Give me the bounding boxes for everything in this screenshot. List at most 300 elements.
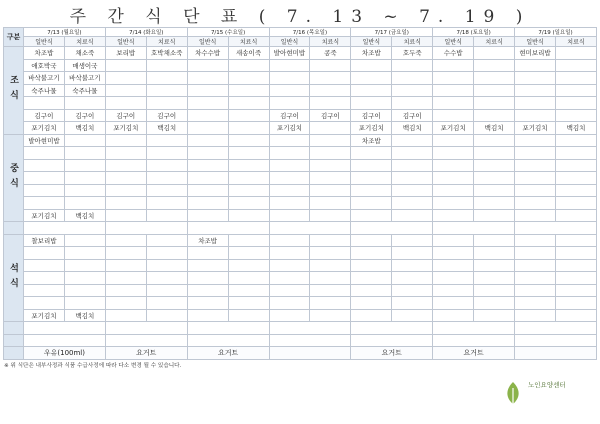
snack-row	[4, 322, 597, 335]
menu-cell	[187, 109, 228, 122]
menu-cell	[105, 247, 146, 260]
menu-cell	[146, 172, 187, 185]
menu-cell	[474, 209, 515, 222]
menu-cell	[146, 84, 187, 97]
menu-cell	[146, 72, 187, 85]
snack-cell	[351, 222, 433, 235]
menu-cell	[146, 309, 187, 322]
menu-cell	[555, 47, 596, 60]
menu-cell	[187, 159, 228, 172]
menu-cell	[555, 172, 596, 185]
menu-cell	[228, 259, 269, 272]
menu-cell	[392, 197, 433, 210]
diet-type-header: 치료식	[146, 37, 187, 47]
snack-cell	[515, 347, 597, 360]
category-header: 구분	[4, 28, 24, 47]
menu-row	[4, 159, 597, 172]
menu-cell	[269, 259, 310, 272]
menu-cell	[392, 159, 433, 172]
menu-cell	[515, 159, 556, 172]
day-header-row	[4, 28, 597, 37]
menu-cell	[555, 109, 596, 122]
menu-cell	[392, 72, 433, 85]
menu-cell	[24, 272, 65, 285]
menu-cell	[146, 97, 187, 110]
menu-cell	[187, 184, 228, 197]
menu-cell	[64, 284, 105, 297]
diet-type-header: 일반식	[433, 37, 474, 47]
menu-row	[4, 172, 597, 185]
menu-cell: 현미보리밥	[515, 47, 556, 60]
menu-cell	[515, 59, 556, 72]
menu-cell	[474, 259, 515, 272]
snack-cell	[269, 334, 351, 347]
menu-cell	[228, 284, 269, 297]
menu-cell	[433, 197, 474, 210]
menu-cell	[228, 272, 269, 285]
menu-cell	[433, 209, 474, 222]
menu-cell	[187, 172, 228, 185]
menu-cell	[187, 297, 228, 310]
menu-cell	[64, 247, 105, 260]
logo-text	[528, 381, 566, 389]
menu-cell	[146, 247, 187, 260]
menu-cell	[515, 197, 556, 210]
menu-cell: 김구이	[146, 109, 187, 122]
menu-cell	[515, 84, 556, 97]
menu-row	[4, 59, 597, 72]
menu-cell	[146, 234, 187, 247]
snack-cell	[187, 222, 269, 235]
menu-row	[4, 247, 597, 260]
center-logo	[498, 376, 596, 410]
menu-cell: 김구이	[24, 109, 65, 122]
menu-cell	[392, 284, 433, 297]
menu-cell: 차조밥	[351, 47, 392, 60]
menu-cell	[187, 134, 228, 147]
menu-cell	[555, 284, 596, 297]
day-header: 7/16 (목요일)	[269, 28, 351, 37]
menu-cell	[187, 284, 228, 297]
menu-cell: 포기김치	[433, 122, 474, 135]
menu-cell	[433, 284, 474, 297]
menu-row	[4, 234, 597, 247]
note-line: ※ 위 식단은 내부사정과 식품 수급사정에 따라 다소 변경 될 수 있습니다.	[4, 363, 182, 369]
menu-cell	[555, 134, 596, 147]
menu-cell	[474, 109, 515, 122]
menu-row	[4, 197, 597, 210]
menu-cell	[515, 97, 556, 110]
menu-cell	[269, 297, 310, 310]
menu-cell	[433, 247, 474, 260]
menu-row	[4, 284, 597, 297]
snack-cell	[187, 322, 269, 335]
menu-cell	[351, 84, 392, 97]
menu-cell: 새송이죽	[228, 47, 269, 60]
menu-cell	[351, 209, 392, 222]
snack-cell	[433, 322, 515, 335]
snack-row	[4, 222, 597, 235]
menu-cell	[24, 284, 65, 297]
menu-cell	[310, 297, 351, 310]
menu-cell: 포기김치	[24, 209, 65, 222]
menu-cell	[269, 247, 310, 260]
diet-type-header: 일반식	[351, 37, 392, 47]
menu-cell: 차조밥	[187, 234, 228, 247]
menu-cell	[351, 309, 392, 322]
menu-cell	[105, 297, 146, 310]
menu-cell	[392, 147, 433, 160]
day-header: 7/17 (금요일)	[351, 28, 433, 37]
snack-cell	[187, 334, 269, 347]
menu-cell	[433, 134, 474, 147]
menu-cell	[105, 134, 146, 147]
diet-type-header: 치료식	[228, 37, 269, 47]
menu-cell: 포기김치	[24, 309, 65, 322]
menu-cell	[146, 272, 187, 285]
menu-cell	[555, 309, 596, 322]
menu-cell	[310, 84, 351, 97]
menu-cell	[555, 147, 596, 160]
menu-cell	[433, 234, 474, 247]
menu-cell	[310, 72, 351, 85]
menu-cell	[228, 134, 269, 147]
menu-cell	[310, 234, 351, 247]
menu-cell	[351, 234, 392, 247]
menu-cell	[392, 297, 433, 310]
menu-cell	[515, 184, 556, 197]
snack-cell	[269, 322, 351, 335]
menu-cell	[515, 259, 556, 272]
menu-cell	[351, 159, 392, 172]
menu-cell	[555, 72, 596, 85]
menu-cell	[310, 184, 351, 197]
menu-cell	[146, 259, 187, 272]
menu-cell	[433, 147, 474, 160]
menu-cell	[228, 184, 269, 197]
menu-cell	[269, 72, 310, 85]
page-title: 주 간 식 단 표 ( 7. 13 ~ 7. 19 )	[69, 7, 531, 27]
menu-cell	[228, 59, 269, 72]
menu-cell	[474, 309, 515, 322]
menu-cell	[515, 147, 556, 160]
menu-cell	[64, 159, 105, 172]
menu-cell	[269, 197, 310, 210]
menu-cell	[228, 297, 269, 310]
menu-cell	[269, 309, 310, 322]
snack-cell	[105, 222, 187, 235]
menu-cell	[146, 59, 187, 72]
menu-cell	[146, 209, 187, 222]
snack-cell: 요거트	[105, 347, 187, 360]
menu-cell	[474, 284, 515, 297]
snack-cell	[515, 322, 597, 335]
menu-cell	[187, 59, 228, 72]
menu-cell	[24, 259, 65, 272]
leaf-icon	[502, 380, 524, 406]
menu-cell	[269, 97, 310, 110]
menu-cell	[474, 272, 515, 285]
menu-cell: 채소죽	[64, 47, 105, 60]
menu-cell: 차조밥	[24, 47, 65, 60]
notes-block	[4, 362, 494, 370]
menu-cell	[187, 97, 228, 110]
menu-cell	[310, 97, 351, 110]
snack-cell	[351, 334, 433, 347]
menu-cell	[555, 272, 596, 285]
menu-row	[4, 272, 597, 285]
snack-cell: 요거트	[351, 347, 433, 360]
menu-cell	[228, 209, 269, 222]
snack-row	[4, 347, 597, 360]
menu-cell	[310, 209, 351, 222]
menu-cell: 매생이국	[64, 59, 105, 72]
logo-name: 노인요양센터	[528, 381, 566, 389]
menu-cell: 콩죽	[310, 47, 351, 60]
diet-type-row	[4, 37, 597, 47]
menu-cell	[555, 159, 596, 172]
menu-cell	[555, 209, 596, 222]
menu-cell	[351, 247, 392, 260]
menu-cell	[474, 84, 515, 97]
menu-cell	[228, 247, 269, 260]
menu-cell	[351, 272, 392, 285]
menu-cell: 백김치	[392, 122, 433, 135]
menu-cell	[310, 197, 351, 210]
snack-cell	[24, 222, 106, 235]
meal-section-label: 석식	[4, 234, 24, 322]
menu-cell	[105, 234, 146, 247]
menu-cell	[310, 259, 351, 272]
menu-cell	[24, 197, 65, 210]
menu-cell	[228, 97, 269, 110]
snack-cell	[433, 222, 515, 235]
menu-cell	[351, 259, 392, 272]
day-header: 7/15 (수요일)	[187, 28, 269, 37]
menu-cell	[64, 197, 105, 210]
menu-cell	[146, 159, 187, 172]
menu-cell	[392, 59, 433, 72]
menu-cell	[515, 297, 556, 310]
menu-cell	[269, 184, 310, 197]
menu-body	[4, 47, 597, 360]
menu-cell	[187, 147, 228, 160]
day-header: 7/14 (화요일)	[105, 28, 187, 37]
menu-cell	[515, 309, 556, 322]
menu-cell: 백김치	[64, 209, 105, 222]
menu-cell	[474, 147, 515, 160]
menu-cell	[555, 84, 596, 97]
menu-cell	[64, 272, 105, 285]
menu-cell	[351, 172, 392, 185]
menu-cell	[105, 84, 146, 97]
menu-cell	[269, 59, 310, 72]
menu-cell	[228, 197, 269, 210]
menu-cell	[146, 197, 187, 210]
menu-cell: 백김치	[64, 309, 105, 322]
menu-cell	[474, 134, 515, 147]
menu-cell	[310, 134, 351, 147]
menu-cell	[24, 159, 65, 172]
menu-cell	[187, 309, 228, 322]
menu-cell	[310, 272, 351, 285]
menu-cell	[474, 297, 515, 310]
menu-cell	[64, 97, 105, 110]
meal-section-label: 조식	[4, 47, 24, 135]
menu-cell	[555, 59, 596, 72]
menu-cell	[433, 59, 474, 72]
snack-cell: 우유(100ml)	[24, 347, 106, 360]
menu-row	[4, 72, 597, 85]
menu-cell	[515, 72, 556, 85]
menu-cell	[105, 172, 146, 185]
menu-cell	[474, 72, 515, 85]
menu-cell: 숙주나물	[64, 84, 105, 97]
menu-cell	[515, 234, 556, 247]
menu-cell	[433, 184, 474, 197]
menu-cell	[392, 97, 433, 110]
snack-cell	[433, 334, 515, 347]
snack-cell	[105, 334, 187, 347]
menu-row	[4, 97, 597, 110]
menu-cell	[433, 309, 474, 322]
menu-cell	[228, 84, 269, 97]
menu-cell: 찰보리밥	[24, 234, 65, 247]
menu-cell	[187, 272, 228, 285]
menu-cell	[351, 197, 392, 210]
menu-cell	[105, 97, 146, 110]
diet-type-header: 치료식	[555, 37, 596, 47]
menu-cell	[555, 184, 596, 197]
menu-cell	[105, 147, 146, 160]
menu-cell	[310, 172, 351, 185]
menu-row	[4, 259, 597, 272]
menu-cell	[187, 122, 228, 135]
menu-cell	[310, 59, 351, 72]
menu-cell	[555, 197, 596, 210]
menu-cell	[392, 272, 433, 285]
snack-cell	[24, 322, 106, 335]
menu-cell	[433, 109, 474, 122]
menu-cell	[392, 247, 433, 260]
menu-cell	[310, 247, 351, 260]
menu-row	[4, 184, 597, 197]
menu-cell: 차조밥	[351, 134, 392, 147]
menu-row	[4, 47, 597, 60]
menu-cell	[105, 197, 146, 210]
menu-cell	[228, 159, 269, 172]
menu-cell	[64, 259, 105, 272]
menu-cell	[515, 134, 556, 147]
menu-cell: 백김치	[555, 122, 596, 135]
menu-cell	[433, 97, 474, 110]
menu-cell: 차수수밥	[187, 47, 228, 60]
menu-cell	[105, 159, 146, 172]
menu-cell	[555, 247, 596, 260]
menu-cell	[228, 72, 269, 85]
menu-cell	[228, 109, 269, 122]
menu-cell: 백김치	[64, 122, 105, 135]
menu-cell	[433, 159, 474, 172]
menu-cell	[555, 234, 596, 247]
menu-cell: 호두죽	[392, 47, 433, 60]
menu-cell	[269, 159, 310, 172]
menu-cell	[351, 72, 392, 85]
menu-cell	[474, 47, 515, 60]
menu-row	[4, 134, 597, 147]
snack-section-label	[4, 222, 24, 235]
snack-cell	[269, 347, 351, 360]
menu-cell	[64, 184, 105, 197]
menu-cell: 포기김치	[351, 122, 392, 135]
menu-cell	[474, 172, 515, 185]
menu-cell	[269, 209, 310, 222]
snack-row	[4, 334, 597, 347]
menu-cell	[555, 259, 596, 272]
menu-cell	[24, 147, 65, 160]
menu-cell	[474, 59, 515, 72]
menu-cell	[64, 134, 105, 147]
menu-cell	[269, 172, 310, 185]
menu-row	[4, 297, 597, 310]
menu-cell	[433, 272, 474, 285]
menu-row	[4, 109, 597, 122]
snack-section-label	[4, 347, 24, 360]
menu-cell	[105, 72, 146, 85]
diet-type-header: 일반식	[24, 37, 65, 47]
menu-cell	[269, 234, 310, 247]
menu-cell: 애호박국	[24, 59, 65, 72]
diet-type-header: 일반식	[515, 37, 556, 47]
menu-cell	[392, 84, 433, 97]
menu-cell: 포기김치	[24, 122, 65, 135]
menu-cell	[105, 209, 146, 222]
menu-cell	[515, 272, 556, 285]
menu-cell	[228, 122, 269, 135]
menu-row	[4, 122, 597, 135]
menu-cell	[433, 84, 474, 97]
menu-cell	[146, 147, 187, 160]
snack-section-label	[4, 322, 24, 335]
menu-table	[3, 27, 597, 360]
menu-row	[4, 309, 597, 322]
snack-cell	[24, 334, 106, 347]
menu-cell	[351, 147, 392, 160]
menu-cell	[515, 172, 556, 185]
menu-row	[4, 84, 597, 97]
menu-cell	[555, 97, 596, 110]
menu-cell	[105, 184, 146, 197]
menu-cell	[105, 272, 146, 285]
menu-cell	[269, 147, 310, 160]
menu-cell: 김구이	[310, 109, 351, 122]
menu-cell	[555, 297, 596, 310]
snack-cell	[105, 322, 187, 335]
menu-cell	[351, 297, 392, 310]
meal-section-label: 중식	[4, 134, 24, 222]
diet-type-header: 일반식	[187, 37, 228, 47]
day-header: 7/19 (일요일)	[515, 28, 597, 37]
diet-type-header: 치료식	[310, 37, 351, 47]
menu-cell	[105, 259, 146, 272]
menu-cell	[64, 147, 105, 160]
menu-cell	[187, 259, 228, 272]
menu-cell: 백김치	[146, 122, 187, 135]
menu-cell: 포기김치	[515, 122, 556, 135]
menu-cell	[310, 122, 351, 135]
menu-cell	[24, 97, 65, 110]
menu-cell: 바삭불고기	[64, 72, 105, 85]
